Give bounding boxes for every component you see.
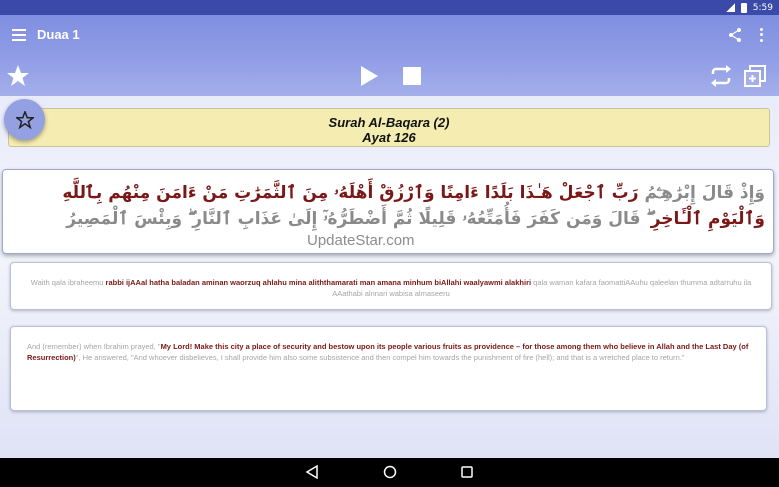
status-time: 5:59 (752, 2, 773, 13)
surah-name: Surah Al-Baqara (2) (328, 115, 450, 130)
signal-icon (726, 3, 735, 12)
status-bar (0, 0, 779, 15)
arabic-verse (13, 180, 765, 232)
play-icon[interactable] (357, 64, 381, 88)
battery-icon (741, 3, 747, 13)
watermark: UpdateStar.com (307, 232, 415, 249)
translit-part-3: qala waman kafara faomattiAAuhu qaleelan thumma adtarruhu ila AAathabi alnnari wabisa almaseeru (332, 278, 752, 298)
repeat-icon[interactable] (709, 64, 733, 88)
star-icon[interactable] (6, 64, 30, 88)
android-nav-bar (0, 458, 779, 487)
more-options-icon[interactable] (758, 27, 764, 43)
back-icon[interactable] (305, 465, 319, 479)
arabic-duaa-highlight: رَبِّ ٱجْعَلْ هَـٰذَا بَلَدًا ءَامِنًا وَٱرْزُقْ أَهْلَهُۥ مِنَ ٱلثَّمَرَٰتِ مَنْ ءَامَنَ مِنْهُم بِٱللَّهِ وَٱلْيَوْمِ ٱلْـَٔاخِرِ (62, 183, 765, 229)
player-toolbar (0, 56, 779, 96)
translit-duaa-highlight: rabbi ijAAal hatha baladan aminan waorzuq ahlahu mina aliththamarati man amana minhum biAllahi waalyawmi alakhiri (105, 278, 532, 287)
favorite-fab-button[interactable] (4, 99, 45, 140)
translation-part-3: ", He answered, "And whoever disbelieves, I shall provide him also some subsistence and then compel him towards the punishment of fire (hell); and that is a wretched place to return." (75, 353, 685, 362)
star-outline-icon (16, 111, 34, 129)
surah-header (8, 108, 770, 147)
transliteration-card (10, 262, 772, 310)
translation-duaa-highlight: My Lord! Make this city a place of security and bestow upon its people various fruits as providence – for those among them who believe in Allah and the Last Day (of Resurrection) (27, 342, 749, 362)
translit-part-1: Waith qala ibraheemu (30, 278, 106, 287)
stop-icon[interactable] (400, 64, 424, 88)
home-icon[interactable] (383, 465, 397, 479)
menu-icon[interactable] (12, 29, 26, 41)
arabic-part-3: ۖ قَالَ وَمَن كَفَرَ فَأُمَتِّعُهُۥ قَلِيلًا ثُمَّ أَضْطَرُّهُۥٓ إِلَىٰ عَذَابِ ٱلنَّارِ ۖ وَبِئْسَ ٱلْمَصِيرُ (66, 209, 651, 229)
share-icon[interactable] (727, 27, 743, 43)
app-title: Duaa 1 (37, 27, 80, 42)
app-bar (0, 15, 779, 56)
recents-icon[interactable] (460, 465, 474, 479)
translation-card (10, 326, 767, 411)
translation-part-1: And (remember) when Ibrahim prayed, " (27, 342, 161, 351)
arabic-verse-card (2, 169, 774, 254)
arabic-part-1: وَإِذْ قَالَ إِبْرَٰهِـۧمُ (638, 183, 765, 203)
ayat-number: Ayat 126 (362, 130, 416, 145)
add-copy-icon[interactable] (743, 64, 767, 88)
